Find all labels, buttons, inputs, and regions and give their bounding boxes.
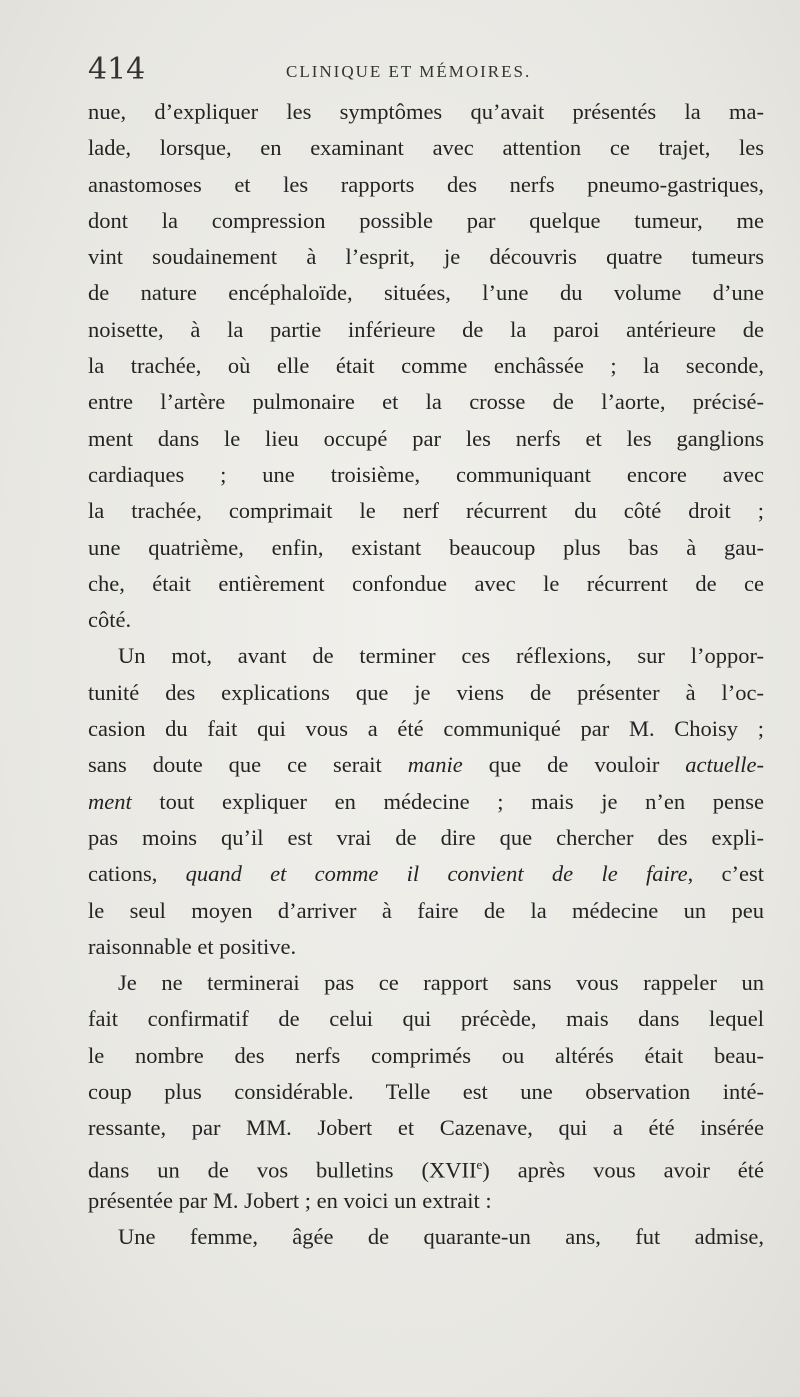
text-line: le seul moyen d’arriver à faire de la médecine un peu [88,897,764,923]
text-line [88,1147,764,1183]
text-line: casion du fait qui vous a été communiqué par M. Choisy ; [88,716,764,742]
text-run: cations, [88,861,186,887]
text-run: sans doute que ce serait [88,752,408,778]
text-line: dont la compression possible par quelque tumeur, me [88,207,764,233]
italic-word: ment [88,788,132,814]
text-line: entre l’artère pulmonaire et la crosse de l’aorte, précisé- [88,389,764,415]
text-line: vint soudainement à l’esprit, je découvris quatre tumeurs [88,244,764,270]
text-line: Une femme, âgée de quarante-un ans, fut admise, [118,1224,764,1250]
text-line: de nature encéphaloïde, situées, l’une du volume d’une [88,280,764,306]
text-run: ) après vous avoir été [482,1157,764,1183]
text-line: le nombre des nerfs comprimés ou altérés était beau- [88,1042,764,1068]
text-line: la trachée, comprimait le nerf récurrent du côté droit ; [88,498,764,524]
text-line: côté. [88,607,132,633]
text-line: une quatrième, enfin, existant beaucoup plus bas à gau- [88,534,764,560]
italic-word: manie [407,752,463,778]
text-line [88,784,764,820]
text-line: coup plus considérable. Telle est une observation inté- [88,1079,764,1105]
text-line: ressante, par MM. Jobert et Cazenave, qui a été insérée [88,1115,764,1141]
italic-word: actuelle- [685,752,764,778]
running-title: CLINIQUE ET MÉMOIRES. [286,62,532,81]
text-line: anastomoses et les rapports des nerfs pneumo-gastriques, [88,171,764,197]
text-line: pas moins qu’il est vrai de dire que chercher des expli- [88,824,764,850]
text-line: nue, d’expliquer les symptômes qu’avait présentés la ma- [88,99,764,124]
text-line: che, était entièrement confondue avec le récurrent de ce [88,570,764,596]
text-line: Un mot, avant de terminer ces réflexions, sur l’oppor- [118,643,764,669]
text-line: fait confirmatif de celui qui précède, mais dans lequel [88,1006,764,1032]
text-line: Je ne terminerai pas ce rapport sans vous rappeler un [118,970,764,996]
text-line: lade, lorsque, en examinant avec attention ce trajet, les [88,135,764,161]
page-header [88,52,768,92]
text-run: que de vouloir [462,752,686,778]
text-line: présentée par M. Jobert ; en voici un extrait : [88,1187,492,1213]
text-line: raisonnable et positive. [88,933,297,959]
text-line: cardiaques ; une troisième, communiquant encore avec [88,461,764,487]
text-line [88,856,764,892]
italic-phrase: quand et comme il convient de le faire [185,861,688,887]
text-line: ment dans le lieu occupé par les nerfs et les ganglions [88,425,764,451]
body-text [88,94,764,1256]
text-line: noisette, à la partie inférieure de la paroi antérieure de [88,316,764,342]
text-run: , c’est [687,861,764,887]
text-line: la trachée, où elle était comme enchâssée ; la seconde, [88,353,764,379]
text-line [88,747,764,783]
page-number: 414 [88,52,146,87]
text-run: dans un de vos bulletins (XVII [88,1157,477,1183]
superscript: e [476,1156,483,1172]
text-run: tout expliquer en médecine ; mais je n’en pense [131,788,764,814]
text-line: tunité des explications que je viens de présenter à l’oc- [88,679,764,705]
